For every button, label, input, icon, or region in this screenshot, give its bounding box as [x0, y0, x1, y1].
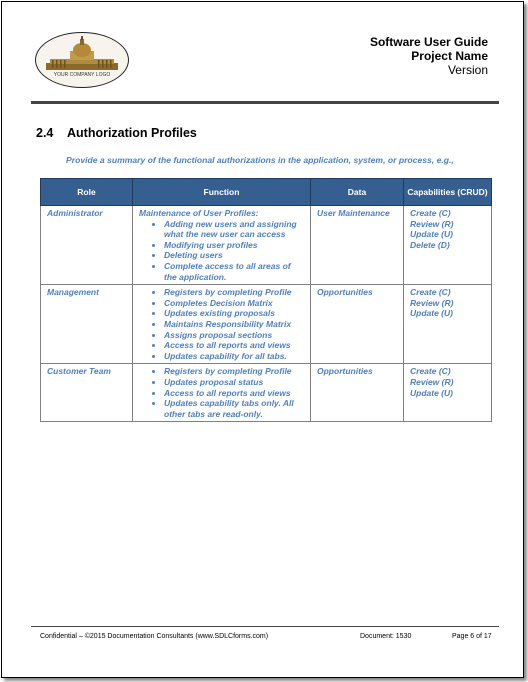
- function-cell: [133, 364, 311, 422]
- capability-item: Delete (D): [410, 239, 450, 250]
- footer-document-number: Document: 1530: [360, 633, 412, 640]
- header-role: Role: [41, 179, 133, 206]
- capability-item: Update (U): [410, 308, 453, 319]
- function-item: • Registers by completing Profile: [164, 287, 304, 298]
- header-function: Function: [133, 179, 311, 206]
- capability-item: Review (R): [410, 218, 454, 229]
- logo-text: YOUR COMPANY LOGO: [53, 72, 111, 78]
- project-name: Project Name: [411, 49, 488, 63]
- data-cell: User Maintenance: [311, 206, 404, 285]
- section-heading: [36, 126, 197, 140]
- function-item: • Completes Decision Matrix: [164, 298, 304, 309]
- document-page: [1, 1, 524, 678]
- footer-divider: [31, 626, 499, 627]
- function-item: • Deleting users: [164, 250, 304, 261]
- footer-page-number: Page 6 of 17: [452, 633, 492, 640]
- capability-item: Create (C): [410, 208, 451, 218]
- function-item: • Updates existing proposals: [164, 308, 304, 319]
- function-item: • Access to all reports and views: [164, 388, 304, 399]
- company-logo: [35, 32, 129, 88]
- capabilities-cell: [404, 364, 492, 422]
- capability-item: Update (U): [410, 387, 453, 398]
- capabilities-cell: [404, 285, 492, 364]
- function-item: • Registers by completing Profile: [164, 366, 304, 377]
- function-item: • Access to all reports and views: [164, 340, 304, 351]
- function-item: • Modifying user profiles: [164, 240, 304, 251]
- function-item: • Assigns proposal sections: [164, 330, 304, 341]
- function-list: [139, 366, 304, 419]
- function-item: • Updates capability tabs only. All other tabs are read-only.: [164, 398, 304, 419]
- table-row: [41, 285, 492, 364]
- role-cell: Administrator: [41, 206, 133, 285]
- function-cell: [133, 206, 311, 285]
- role-cell: Management: [41, 285, 133, 364]
- header-divider: [31, 101, 499, 104]
- document-title: Software User Guide: [369, 35, 488, 49]
- data-cell: Opportunities: [311, 364, 404, 422]
- version-label: Version: [447, 63, 488, 77]
- capability-item: Create (C): [410, 287, 451, 298]
- header-capabilities: Capabilities (CRUD): [404, 179, 492, 206]
- function-item: • Updates capability for all tabs.: [164, 351, 304, 362]
- data-cell: Opportunities: [311, 285, 404, 364]
- section-number: 2.4: [36, 126, 54, 140]
- role-cell: Customer Team: [41, 364, 133, 422]
- authorization-table: [40, 178, 492, 422]
- header-data: Data: [311, 179, 404, 206]
- table-row: [41, 206, 492, 285]
- capability-item: Update (U): [410, 229, 453, 240]
- capitol-building-icon: [36, 33, 128, 87]
- function-title: Maintenance of User Profiles:: [139, 208, 259, 218]
- section-title: Authorization Profiles: [67, 126, 197, 140]
- capabilities-cell: [404, 206, 492, 285]
- function-list: [139, 287, 304, 361]
- function-cell: [133, 285, 311, 364]
- capability-item: Review (R): [410, 297, 454, 308]
- capability-item: Create (C): [410, 366, 451, 377]
- function-list: [139, 219, 304, 283]
- capability-item: Review (R): [410, 376, 454, 387]
- footer-confidential: Confidential – ©2015 Documentation Consultants (www.SDLCforms.com): [40, 633, 269, 640]
- function-item: • Maintains Responsibility Matrix: [164, 319, 304, 330]
- document-header: [370, 35, 488, 77]
- function-item: • Adding new users and assigning what the new user can access: [164, 219, 304, 240]
- intro-text: Provide a summary of the functional authorizations in the application, system, or process, e.g.,: [66, 155, 454, 165]
- table-row: [41, 364, 492, 422]
- table-header-row: [41, 179, 492, 206]
- function-item: • Updates proposal status: [164, 377, 304, 388]
- function-item: • Complete access to all areas of the application.: [164, 261, 304, 282]
